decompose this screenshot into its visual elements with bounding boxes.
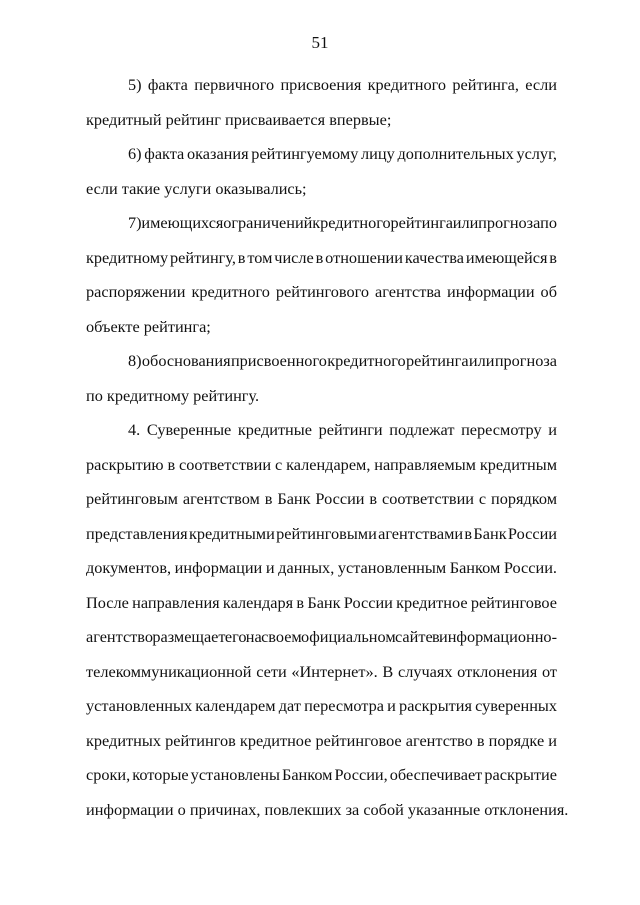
page-number: 51 — [311, 33, 329, 52]
paragraph-line: информации о причинах, повлекших за собой указанные отклонения. — [86, 799, 569, 819]
paragraph-line: телекоммуникационной сети «Интернет». В случаях отклонения от — [86, 661, 557, 681]
paragraph-line: раскрытию в соответствии с календарем, направляемым кредитным — [86, 454, 557, 474]
paragraph-line: объекте рейтинга; — [86, 316, 211, 336]
paragraph-line: сроки, которые установлены Банком России, обеспечивает раскрытие — [86, 765, 557, 784]
paragraph-line: представления кредитными рейтинговыми агентствами в Банк России — [86, 523, 557, 543]
paragraph-line: кредитному рейтингу, в том числе в отношении качества имеющейся в — [86, 247, 557, 267]
paragraph-line: рейтинговым агентством в Банк России в соответствии с порядком — [86, 489, 557, 508]
paragraph-line: по кредитному рейтингу. — [86, 385, 260, 405]
paragraph-line: кредитный рейтинг присваивается впервые; — [86, 109, 392, 129]
paragraph-line: 6) факта оказания рейтингуемому лицу дополнительных услуг, — [128, 144, 557, 163]
paragraph-line: кредитных рейтингов кредитное рейтинговое агентство в порядке и — [86, 730, 557, 750]
paragraph-line: 7) имеющихся ограничений кредитного рейтинга или прогноза по — [128, 213, 557, 232]
paragraph-line: агентство размещает его на своем официальном сайте в информационно- — [86, 627, 557, 646]
paragraph-line: если такие услуги оказывались; — [86, 178, 307, 198]
paragraph-line: 5) факта первичного присвоения кредитного рейтинга, если — [128, 75, 557, 94]
paragraph-line: документов, информации и данных, установленным Банком России. — [86, 558, 557, 577]
paragraph-line: 8) обоснования присвоенного кредитного рейтинга или прогноза — [128, 351, 557, 370]
paragraph-line: После направления календаря в Банк России кредитное рейтинговое — [86, 592, 557, 612]
paragraph-line: 4. Суверенные кредитные рейтинги подлежат пересмотру и — [128, 420, 557, 439]
paragraph-line: распоряжении кредитного рейтингового агентства информации об — [86, 282, 557, 301]
paragraph-line: установленных календарем дат пересмотра и раскрытия суверенных — [86, 696, 557, 715]
